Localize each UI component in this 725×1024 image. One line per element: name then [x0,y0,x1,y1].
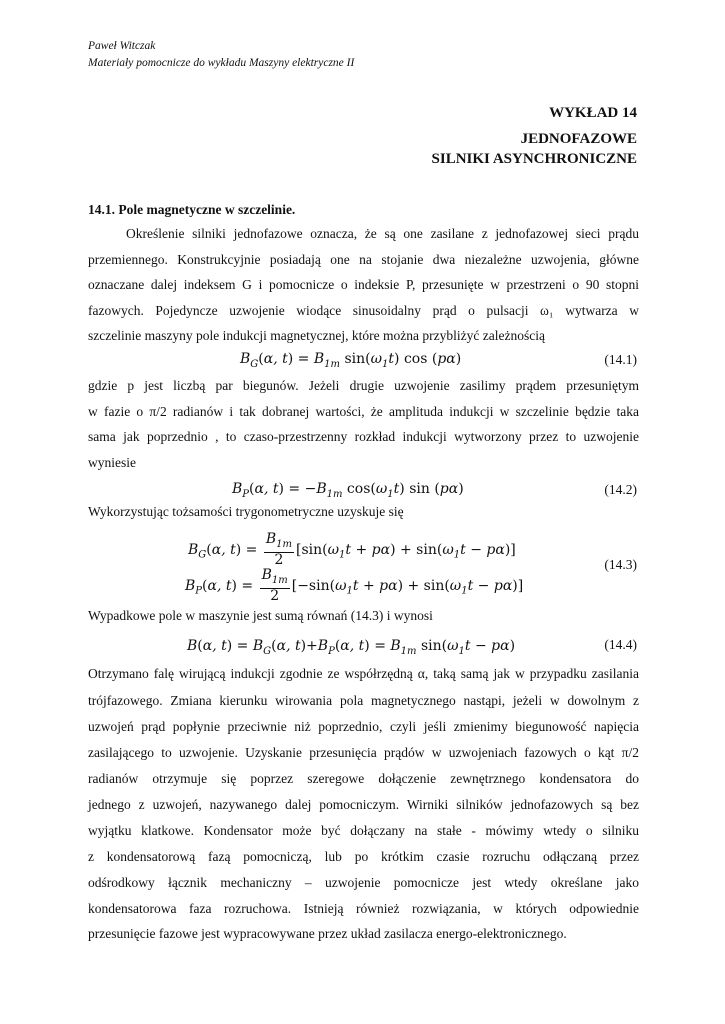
equation-14-3a: $B_G(\alpha$, t) = $\frac{B_{1m}}{2}$ $[\sin(\omega_1t + p\alpha) + \sin(\omega_1t - p\alpha)]$ [188,531,516,568]
paragraph-line: zasilającego to uzwojenie. Uzyskanie przesunięcia prądów w uzwojeniach fazowych o kąt π/2 [88,745,639,760]
paragraph-line: kondensatorowa faza rozruchowa. Istnieją również rozwiązania, w których odpowiednie [88,901,639,916]
paragraph-line: szczelinie maszyny pole indukcji magnetycznej, które można przybliżyć zależnością [88,328,545,343]
paragraph-line: trójfazowego. Zmiana kierunku wirowania pola magnetycznego nastąpi, jeżeli w dowolnym z [88,693,639,708]
section-heading: 14.1. Pole magnetyczne w szczelinie. [88,202,296,217]
header-author: Paweł Witczak [88,40,156,52]
equation-number: (14.1) [604,352,637,367]
title-line-2: SILNIKI ASYNCHRONICZNE [431,151,637,167]
paragraph-line: wyjątku klatkowe. Kondensator może być dołączany na stałe - mówimy wtedy o silniku [88,823,639,838]
paragraph-line: odśrodkowy łącznik mechaniczny – uzwojenie pomocnicze jest wtedy określane jako [88,875,639,890]
equation-number: (14.3) [604,557,637,572]
equation-14-3b: $B_P(\alpha$, t) = $\frac{B_{1m}}{2}$ $[-\sin(\omega_1t + p\alpha) + \sin(\omega_1t - p\alpha)]$ [185,567,524,604]
paragraph-line: gdzie p jest liczbą par biegunów. Jeżeli drugie uzwojenie zasilimy prądem przesuniętym [88,378,639,393]
paragraph-line: z kondensatorową fazą pomocniczą, lub po krótkim czasie rozruchu odłączaną przez [88,849,639,864]
equation-number: (14.4) [604,637,637,652]
paragraph-line: uzwojeń prąd popłynie przeciwnie niż poprzednio, czyli jeśli zmienimy biegunowość napięcia [88,719,639,734]
equation-14-1: $B_G(\alpha$, $t) = B_{1m}$ $\sin(\omega_1t)$ cos (pα) [240,351,462,370]
equation-14-2: $B_P(\alpha$, $t) = -B_{1m}$ $\cos(\omega_1t)$ sin (pα) [232,481,464,500]
header-course: Materiały pomocnicze do wykładu Maszyny elektryczne II [88,57,355,69]
text-trig: Wykorzystując tożsamości trygonometryczne uzyskuje się [88,504,404,519]
lecture-title: WYKŁAD 14 [549,105,637,121]
paragraph-line: jednego z uzwojeń, nazywanego dalej pomocniczym. Wirniki silników jednofazowych są bez [88,797,639,812]
paragraph-line: przesunięcie fazowe jest wypracowywane przez układ zasilacza energo-elektronicznego. [88,926,567,941]
title-line-1: JEDNOFAZOWE [520,131,637,147]
paragraph-line: przemiennego. Konstrukcyjnie posiadają one na stojanie dwa niezależne uzwojenia, główne [88,252,639,267]
equation-14-4: B(α, $t) = B_G(\alpha$, $t)+B_P(\alpha$, $t) = B_{1m}$ $\sin(\omega_1t - p\alpha)$ [187,638,516,657]
paragraph-line: oznaczane dalej indeksem G i pomocnicze o indeksie P, przesunięte w przestrzeni o 90 stopni [88,277,639,292]
equation-number: (14.2) [604,482,637,497]
text-sum: Wypadkowe pole w maszynie jest sumą równań (14.3) i wynosi [88,608,433,623]
paragraph-line: Otrzymano falę wirującą indukcji zgodnie ze współrzędną α, taką samą jak w przypadku zasilania [88,666,639,681]
paragraph-line: fazowych. Pojedyncze uzwojenie wiodące sinusoidalny prąd o pulsacji ω₁ wytwarza w [88,303,639,318]
paragraph-line: radianów otrzymuje się poprzez szeregowe dołączenie zewnętrznego kondensatora do [88,771,639,786]
paragraph-line: sama jak poprzednio , to czaso-przestrzenny rozkład indukcji wytworzony przez to uzwojenie [88,429,639,444]
paragraph-line: w fazie o π/2 radianów i tak dobranej wartości, że amplituda indukcji w szczelinie będzie taka [88,404,639,419]
paragraph-line: wyniesie [88,455,136,470]
paragraph-line: Określenie silniki jednofazowe oznacza, że są one zasilane z jednofazowej sieci prądu [126,226,639,241]
